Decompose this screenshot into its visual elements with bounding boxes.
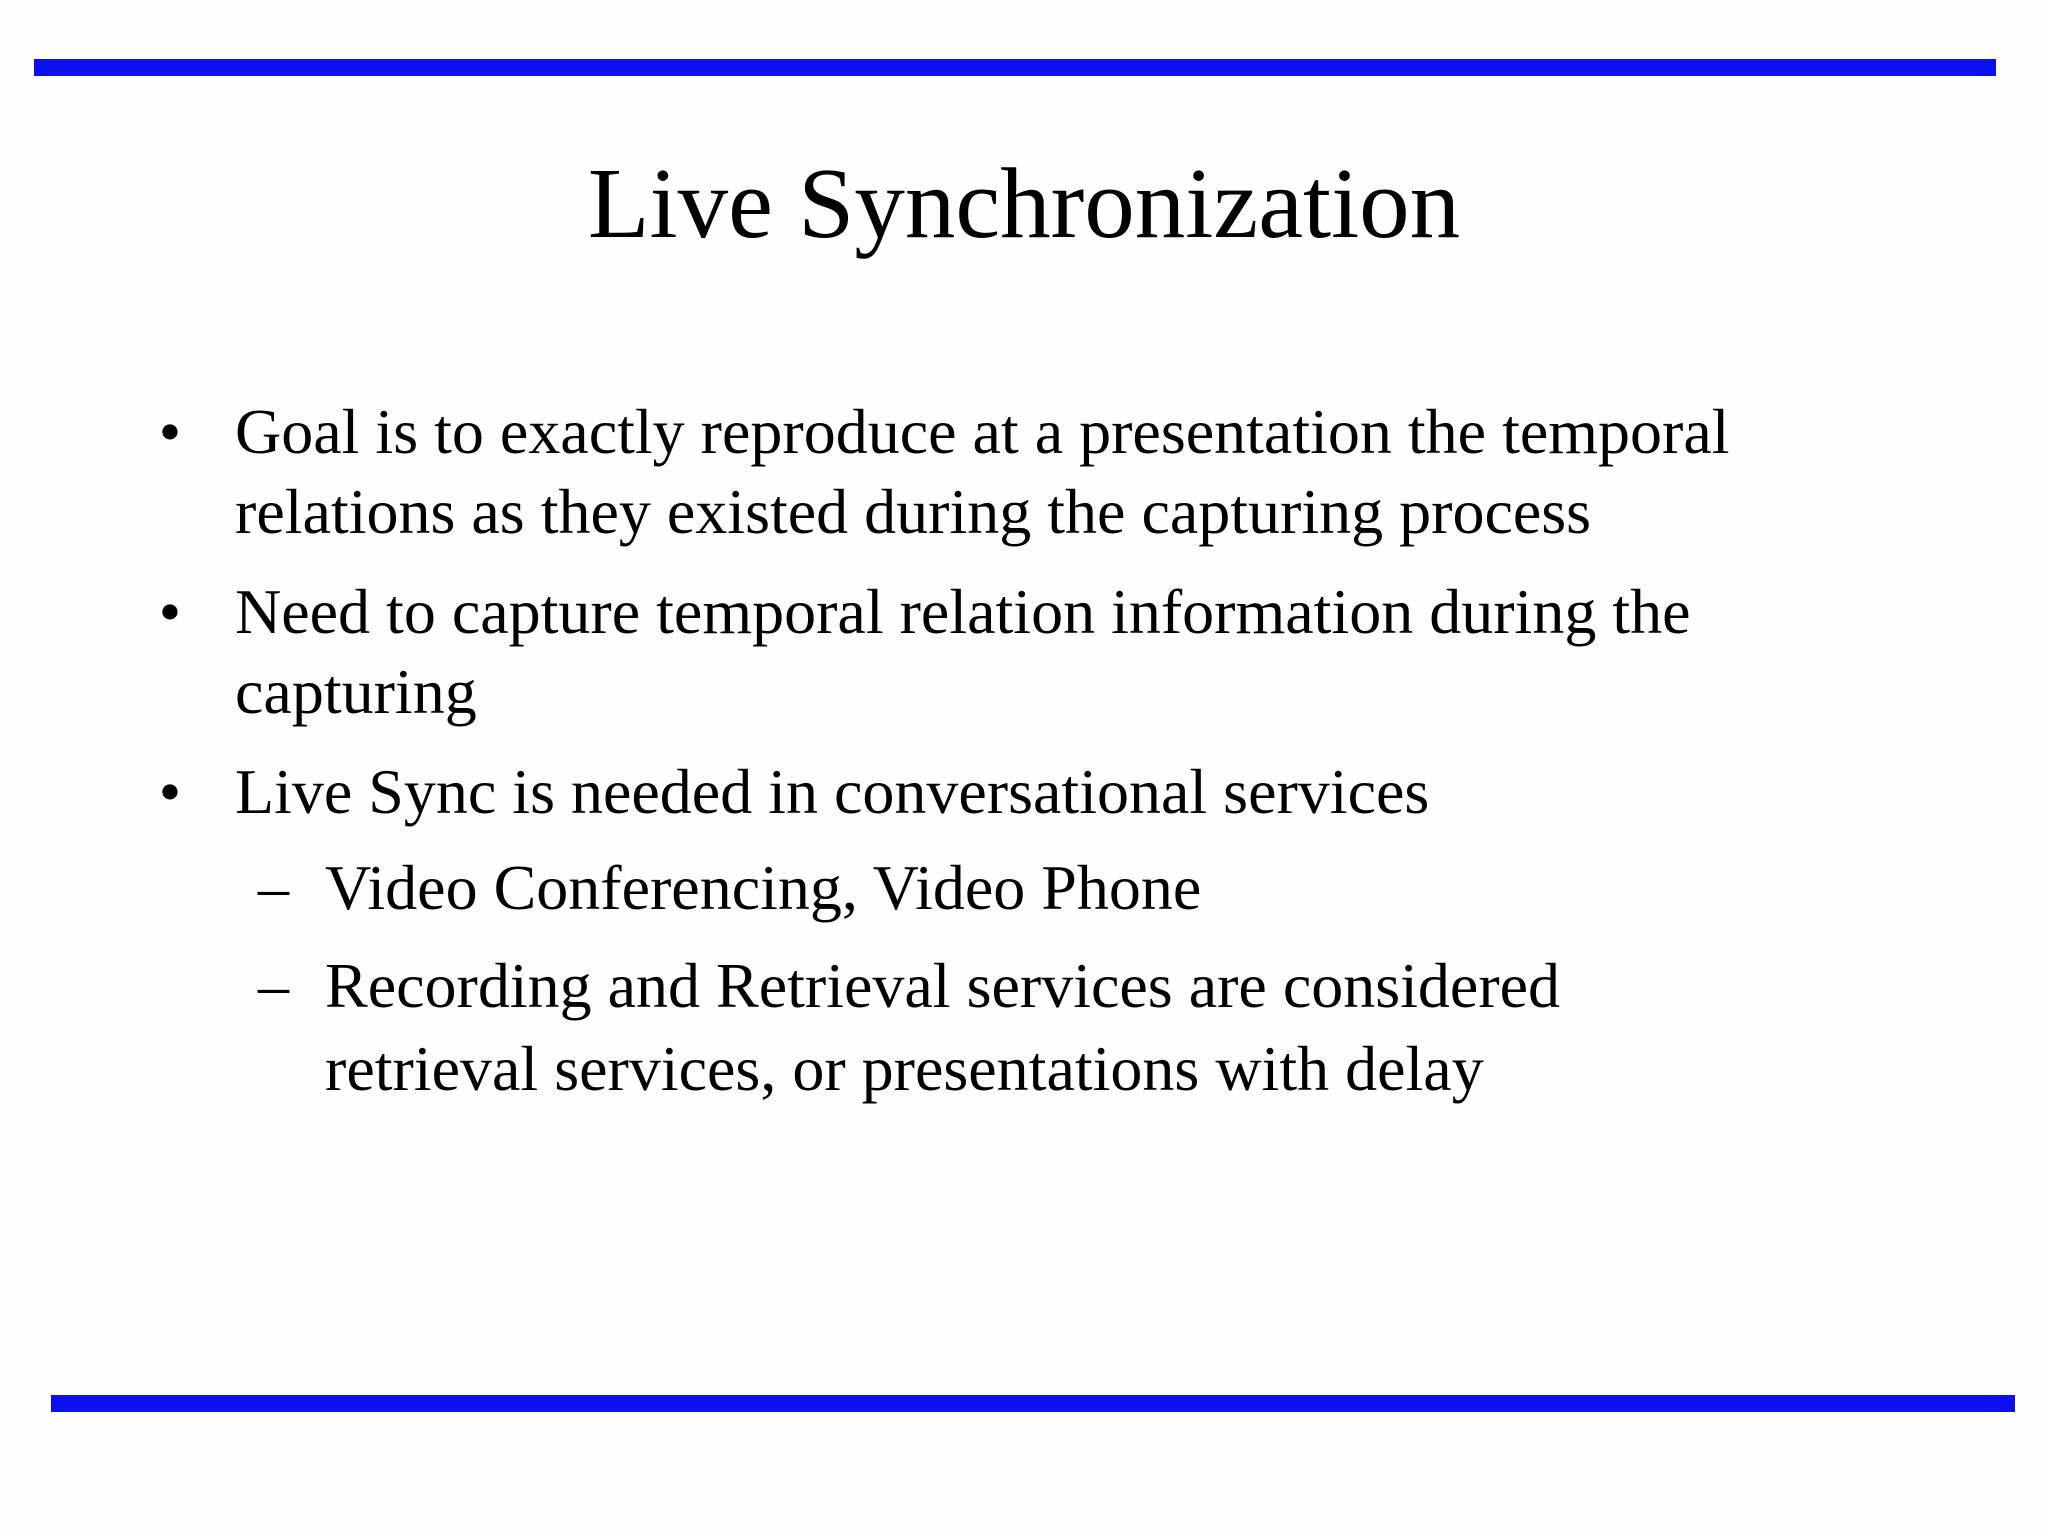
sub-item-2-line-1: Recording and Retrieval services are considered [325,950,1561,1021]
bullet-1-line-1: Goal is to exactly reproduce at a presentation the temporal [235,396,1730,467]
bullet-marker: • [158,756,182,827]
bullet-3-line-1: Live Sync is needed in conversational services [235,756,1430,827]
bullet-marker: • [158,396,182,467]
bullet-1-line-2: relations as they existed during the capturing process [235,476,1592,547]
sub-item-1-line-1: Video Conferencing, Video Phone [325,852,1202,923]
sub-bullet-marker: – [258,952,289,1020]
bullet-2-line-1: Need to capture temporal relation information during the [235,576,1691,647]
slide-title: Live Synchronization [587,147,1461,259]
sub-bullet-marker: – [258,854,289,922]
bottom-rule [51,1395,2015,1412]
bullet-marker: • [158,576,182,647]
bullet-2-line-2: capturing [235,656,477,727]
sub-item-2-line-2: retrieval services, or presentations with delay [325,1033,1484,1104]
